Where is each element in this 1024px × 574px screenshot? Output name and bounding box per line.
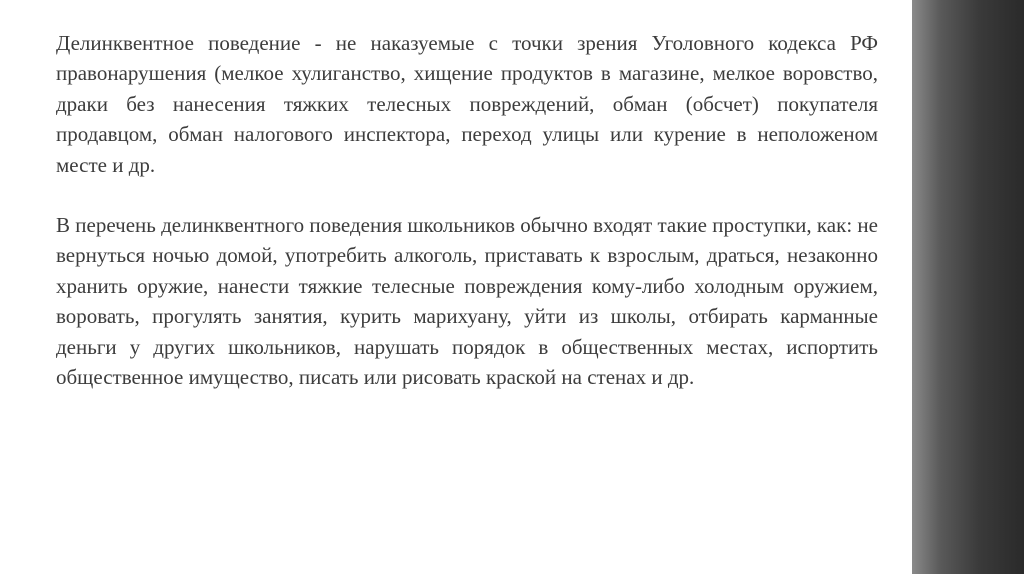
slide-content (56, 28, 878, 392)
paragraph-definition: Делинквентное поведение - не наказуемые с точки зрения Уголовного кодекса РФ правонарушения (мелкое хулиганство, хищение продуктов в магазине, мелкое воровство, драки без нанесения тяжких телесных повреждений, обман (обсчет) покупателя продавцом, обман налогового инспектора, переход улицы или курение в неположеном месте и др. (56, 31, 878, 177)
paragraph-school-examples: В перечень делинквентного поведения школьников обычно входят такие проступки, как: не вернуться ночью домой, употребить алкоголь, приставать к взрослым, драться, незаконно хранить оружие, нанести тяжкие телесные повреждения кому-либо холодным оружием, воровать, прогулять занятия, курить марихуану, уйти из школы, отбирать карманные деньги у других школьников, нарушать порядок в общественных местах, испортить общественное имущество, писать или рисовать краской на стенах и др. (56, 213, 878, 390)
decorative-side-band (912, 0, 1024, 574)
